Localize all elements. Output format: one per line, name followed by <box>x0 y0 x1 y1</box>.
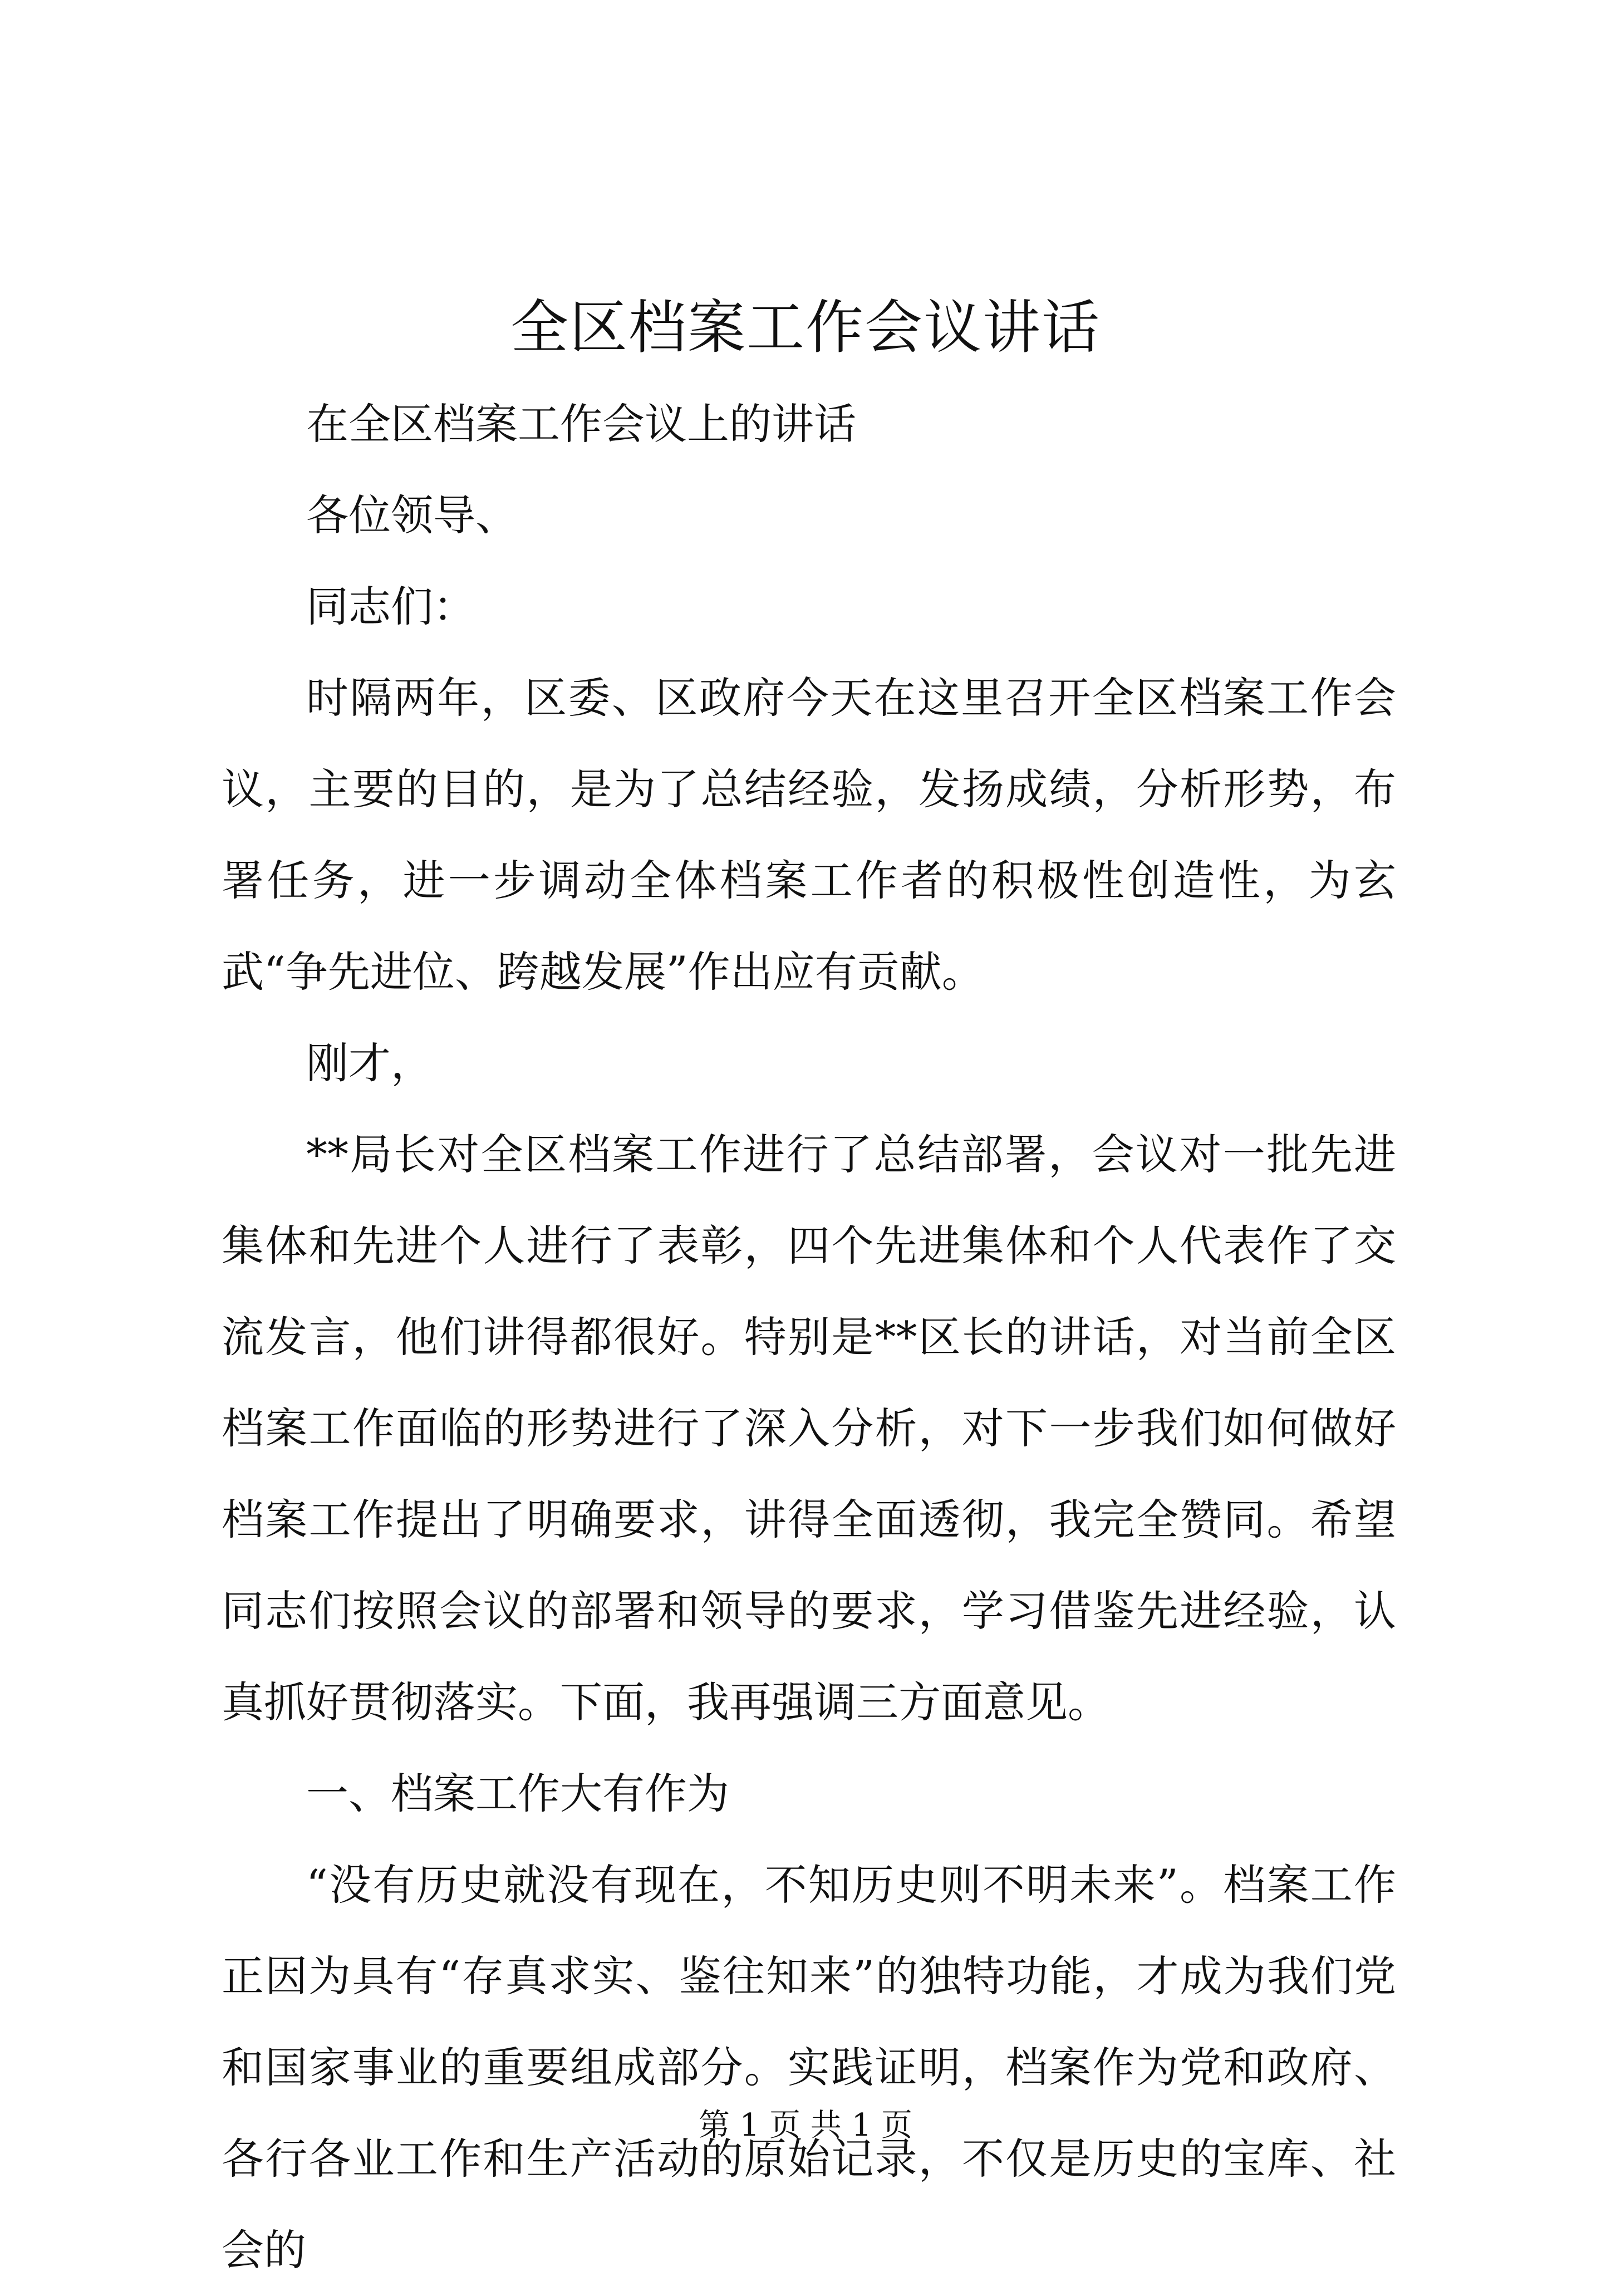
subtitle-paragraph: 在全区档案工作会议上的讲话 <box>306 399 856 449</box>
page-footer: 第 1 页 共 1 页 <box>698 2107 913 2143</box>
body-paragraph: **局长对全区档案工作进行了总结部署，会议对一批先进集体和先进个人进行了表彰，四个先进集体和个人代表作了交流发言，他们讲得都很好。特别是**区长的讲话，对当前全区档案工作面临的形势进行了深入分析，对下一步我们如何做好档案工作提出了明确要求，讲得全面透彻，我完全赞同。希望同志们按照会议的部署和领导的要求，学习借鉴先进经验，认真抓好贯彻落实。下面，我再强调三方面意见。 <box>222 1130 1396 1727</box>
salutation-paragraph: 同志们： <box>306 582 475 631</box>
section-heading: 一、档案工作大有作为 <box>306 1769 729 1818</box>
salutation-paragraph: 各位领导、 <box>306 490 518 540</box>
body-paragraph: “没有历史就没有现在，不知历史则不明未来”。档案工作正因为具有“存真求实、鉴往知来”的独特功能，才成为我们党和国家事业的重要组成部分。实践证明，档案作为党和政府、各行各业工作和生产活动的原始记录，不仅是历史的宝库、社会的 <box>222 1860 1396 2275</box>
document-body <box>222 379 1396 2296</box>
body-paragraph: 刚才， <box>306 1038 433 1088</box>
body-paragraph: 时隔两年，区委、区政府今天在这里召开全区档案工作会议，主要的目的，是为了总结经验，发扬成绩，分析形势，布署任务，进一步调动全体档案工作者的积极性创造性，为玄武“争先进位、跨越发展”作出应有贡献。 <box>222 673 1396 997</box>
document-title: 全区档案工作会议讲话 <box>510 293 1101 361</box>
